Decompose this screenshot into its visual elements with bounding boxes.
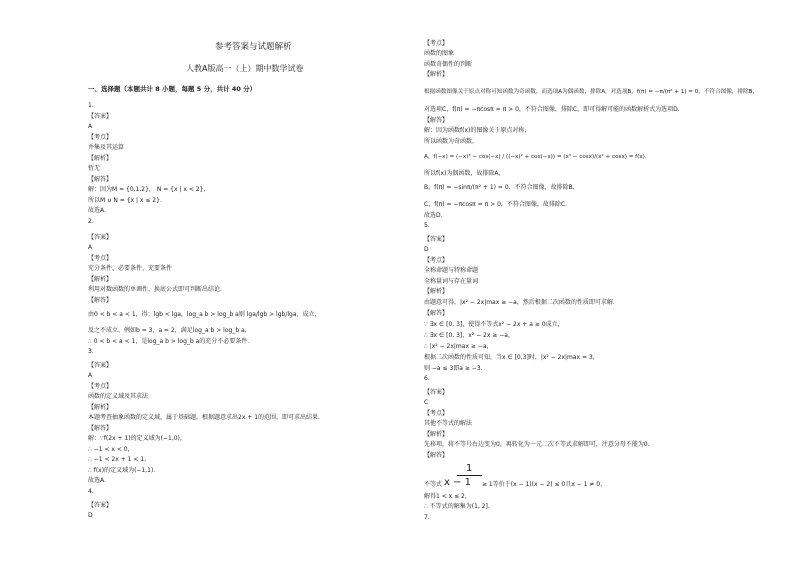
solution-line: 解：因为M = {0,1,2}， N = {x | x < 2}，	[88, 186, 210, 193]
solution-line: 故选A.	[88, 207, 106, 214]
topic-label: 【考点】	[424, 257, 449, 264]
fraction-bar	[457, 475, 482, 476]
topic-value: 全称命题与特称命题	[424, 267, 479, 274]
topic-label: 【考点】	[88, 134, 113, 141]
answer-value: D	[424, 246, 429, 253]
question-number: 1.	[88, 102, 94, 109]
solution-label: 【解答】	[424, 310, 449, 317]
analysis-text: 暂无	[88, 165, 101, 172]
question-number: 5.	[424, 222, 430, 229]
exam-subtitle: 人教A版高一（上）期中数学试卷	[186, 64, 304, 73]
fraction-numerator: 1	[466, 463, 473, 474]
answer-value: A	[88, 123, 93, 130]
solution-line: ∴ ∃x ∈ [0, 3]，x² − 2x ≥ −a，	[424, 332, 514, 339]
solution-line: 则 −a ≤ 3即a ≥ −3.	[424, 365, 483, 372]
topic-value: 函数的定义域及其求法	[88, 393, 149, 400]
analysis-text: 利用对数函数的单调性、换底公式即可判断出结论．	[88, 286, 227, 293]
solution-line: 所以M ∪ N = {x | x ≤ 2}.	[88, 197, 162, 204]
solution-line: 解得1 < x ≤ 2，	[424, 493, 471, 500]
topic-label: 【考点】	[88, 383, 113, 390]
fraction-denominator: x − 1	[444, 477, 472, 488]
solution-line: 根据二次函数的性质可知，当x ∈ [0,3]时，|x² − 2x|max = 3，	[424, 354, 599, 361]
document-title: 参考答案与试题解析	[215, 42, 292, 52]
analysis-text: 先移项，将不等号右边变为0，再转化为一元二次不等式求解即可，注意分母不能为0.	[424, 441, 650, 448]
solution-line: 解：因为函数f(x)的图像关于原点对称，	[424, 127, 531, 134]
analysis-text: 根据函数图像关于原点对称可知函数为奇函数，而选项A为偶函数，排除A，对选项B，f(π) = −π/(π² + 1) = 0，不符合图像，排除B，	[424, 89, 759, 95]
answer-label: 【答案】	[424, 389, 449, 396]
solution-line: 所以f(x)为偶函数，故排除A，	[424, 170, 505, 177]
solution-line: ∴ −1 < 2x + 1 < 1，	[88, 456, 151, 463]
answer-value: D	[88, 512, 93, 519]
solution-line: 故选D.	[424, 212, 443, 219]
analysis-text: 对选项C，f(π) = −πcosπ = π > 0，不符合图像，排除C，即可得解可能的函数解析式为选项D.	[424, 106, 680, 113]
analysis-text: 本题考查抽象函数的定义域，属于基础题，根据题意求出2x + 1的范围，即可求出结果．	[88, 414, 325, 421]
solution-label: 【解答】	[424, 117, 449, 124]
topic-value: 全称量词与存在量词	[424, 278, 479, 285]
topic-value: 并集及其运算	[88, 144, 125, 151]
solution-line: A，f(−x) = (−x)³ − cos(−x) / ((−x)² + cos(−x)) = (x³ − cosx)/(x² + cosx) = f(x)，	[424, 154, 651, 160]
analysis-text: 由题意可得，|x² − 2x|max ≥ −a，然后根据二次函数的性质即可求解．	[424, 299, 619, 306]
section-heading: 一、选择题（本题共计 8 小题，每题 5 分，共计 40 分）	[88, 85, 257, 93]
solution-line: ∴ 0 < b < a < 1，是log_a b > log_b a的充分不必要条件．	[88, 338, 254, 345]
answer-value: A	[88, 244, 93, 251]
topic-label: 【考点】	[424, 40, 449, 47]
solution-label: 【解答】	[88, 176, 113, 183]
topic-value: 其他不等式的解法	[424, 420, 473, 427]
solution-label: 【解答】	[88, 425, 113, 432]
answer-label: 【答案】	[424, 236, 449, 243]
answer-label: 【答案】	[88, 502, 113, 509]
topic-value: 函数奇偶性的判断	[424, 61, 473, 68]
answer-label: 【答案】	[88, 362, 113, 369]
analysis-label: 【解析】	[424, 288, 449, 295]
answer-label: 【答案】	[88, 113, 113, 120]
question-number: 4.	[88, 488, 94, 495]
solution-label: 【解答】	[88, 297, 113, 304]
solution-line: ∴ f(x)的定义域为(−1,1)．	[88, 467, 160, 474]
solution-line: C，f(π) = −πcosπ = π > 0，不符合图像，故排除C.	[424, 201, 567, 208]
solution-line: 解：∵f(2x + 1)的定义域为(−1,0)，	[88, 435, 186, 442]
solution-line: 不等式	[424, 481, 443, 488]
solution-line: 故选A.	[88, 477, 106, 484]
analysis-label: 【解析】	[424, 71, 449, 78]
solution-line: 所以函数为奇函数，	[424, 138, 479, 145]
solution-label: 【解答】	[424, 452, 449, 459]
topic-label: 【考点】	[424, 410, 449, 417]
solution-line: B，f(π) = −sinπ/(π² + 1) = 0，不符合图像，故排除B，	[424, 184, 579, 191]
analysis-label: 【解析】	[424, 431, 449, 438]
topic-value: 充分条件、必要条件、充要条件	[88, 265, 173, 272]
question-number: 6.	[424, 375, 430, 382]
question-number: 2.	[88, 218, 94, 225]
topic-label: 【考点】	[88, 255, 113, 262]
solution-line: ∴ |x² − 2x|max ≥ −a，	[424, 343, 493, 350]
answer-value: A	[88, 372, 93, 379]
solution-line: ≥ 1等价于(x − 1)(x − 2) ≤ 0且x − 1 ≠ 0，	[482, 481, 607, 488]
solution-line: ∵ ∃x ∈ [0, 3]，使得不等式x² − 2x + a ≥ 0成立，	[424, 321, 564, 328]
solution-line: 反之不成立，例如b = 3，a = 2，满足log_a b > log_b a，	[88, 327, 251, 334]
analysis-label: 【解析】	[88, 404, 113, 411]
question-number: 7.	[424, 514, 430, 521]
answer-label: 【答案】	[88, 234, 113, 241]
topic-value: 函数的图象	[424, 50, 455, 57]
solution-line: 由0 < b < a < 1，得：lgb < lga，log_a b > log_b a则 lga/lgb > lgb/lga，成立，	[88, 311, 321, 318]
solution-line: ∴ 不等式的解集为(1, 2].	[424, 503, 490, 510]
answer-value: C	[424, 399, 429, 406]
question-number: 3.	[88, 348, 94, 355]
solution-line: ∴ −1 < x < 0，	[88, 446, 134, 453]
analysis-label: 【解析】	[88, 276, 113, 283]
analysis-label: 【解析】	[88, 155, 113, 162]
